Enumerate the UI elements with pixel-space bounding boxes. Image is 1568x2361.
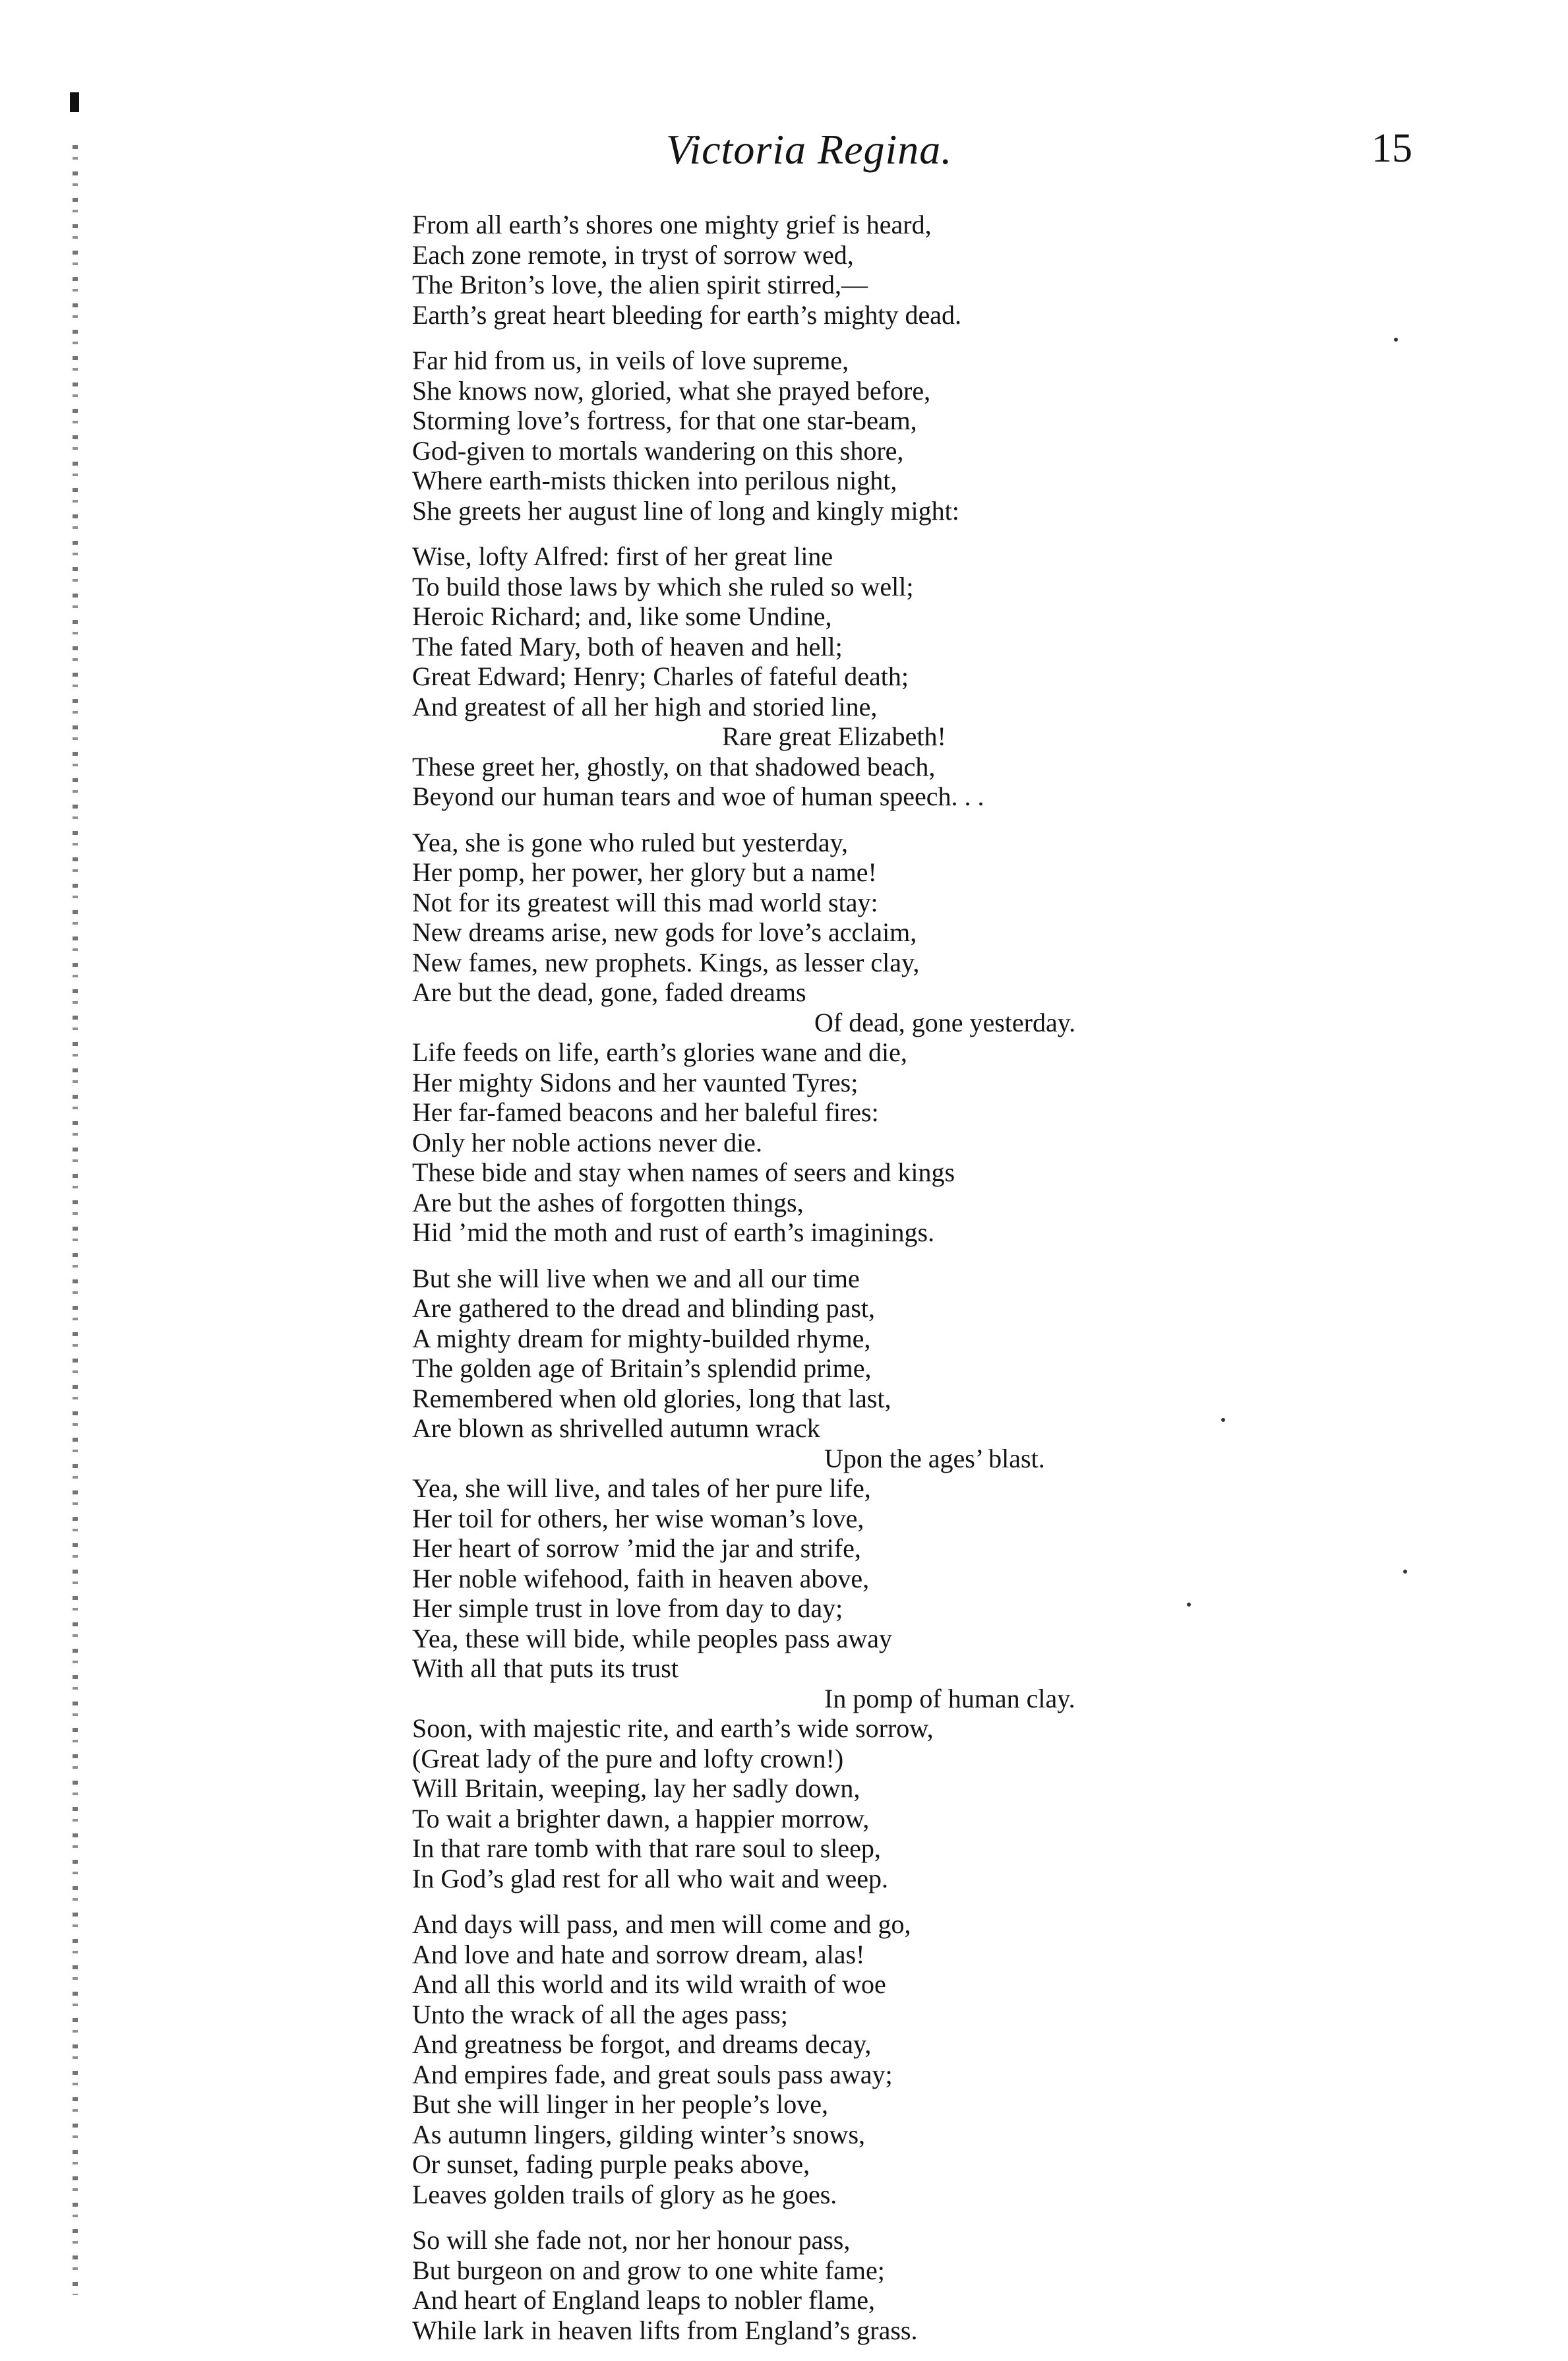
poem-line: In God’s glad rest for all who wait and weep. bbox=[412, 1863, 889, 1893]
poem-line: The Briton’s love, the alien spirit stirred,— bbox=[412, 270, 868, 299]
poem-line: Of dead, gone yesterday. bbox=[814, 1007, 1076, 1037]
poem-line: But she will linger in her people’s love, bbox=[412, 2089, 828, 2119]
poem-line: Her simple trust in love from day to day; bbox=[412, 1593, 843, 1623]
binding-edge-noise bbox=[73, 145, 78, 2295]
print-speck bbox=[1187, 1603, 1191, 1607]
poem-line: A mighty dream for mighty-builded rhyme, bbox=[412, 1323, 871, 1353]
poem-line: These greet her, ghostly, on that shadowed beach, bbox=[412, 751, 936, 782]
poem-line: Yea, she will live, and tales of her pure life, bbox=[412, 1473, 871, 1503]
poem-line: And greatness be forgot, and dreams decay, bbox=[412, 2029, 872, 2059]
poem-line: Wise, lofty Alfred: first of her great line bbox=[412, 541, 833, 571]
poem-line: Yea, these will bide, while peoples pass away bbox=[412, 1623, 893, 1653]
poem-line: And all this world and its wild wraith of woe bbox=[412, 1969, 886, 1999]
poem-line: (Great lady of the pure and lofty crown!) bbox=[412, 1743, 844, 1773]
binding-gutter-shadow bbox=[58, 40, 98, 2282]
stanza bbox=[412, 346, 1256, 526]
poem-line: Will Britain, weeping, lay her sadly down, bbox=[412, 1773, 860, 1803]
poem-line: Far hid from us, in veils of love supreme, bbox=[412, 346, 849, 375]
poem-line: Her mighty Sidons and her vaunted Tyres; bbox=[412, 1067, 859, 1097]
poem-line: Soon, with majestic rite, and earth’s wide sorrow, bbox=[412, 1713, 934, 1743]
print-speck bbox=[1403, 1570, 1407, 1574]
poem-line: Only her noble actions never die. bbox=[412, 1127, 762, 1157]
poem-body bbox=[412, 210, 1256, 2361]
poem-line: Her pomp, her power, her glory but a name! bbox=[412, 857, 877, 887]
poem-line: The fated Mary, both of heaven and hell; bbox=[412, 631, 843, 661]
poem-line: While lark in heaven lifts from England’s grass. bbox=[412, 2315, 918, 2345]
poem-line: She greets her august line of long and kingly might: bbox=[412, 495, 959, 526]
poem-line: But burgeon on and grow to one white fame; bbox=[412, 2255, 885, 2285]
poem-line: As autumn lingers, gilding winter’s snows, bbox=[412, 2119, 866, 2149]
poem-line: These bide and stay when names of seers and kings bbox=[412, 1157, 955, 1187]
poem-line: Her toil for others, her wise woman’s love, bbox=[412, 1503, 864, 1533]
poem-line: Are but the dead, gone, faded dreams bbox=[412, 977, 806, 1007]
stanza bbox=[412, 541, 1256, 812]
stanza bbox=[412, 828, 1256, 1248]
poem-line: Her far-famed beacons and her baleful fires: bbox=[412, 1097, 879, 1127]
stanza bbox=[412, 2225, 1256, 2345]
poem-line: And heart of England leaps to nobler flame, bbox=[412, 2285, 875, 2315]
running-title: Victoria Regina. bbox=[666, 126, 953, 173]
poem-line: Yea, she is gone who ruled but yesterday, bbox=[412, 827, 848, 857]
poem-line: So will she fade not, nor her honour pass, bbox=[412, 2225, 851, 2255]
poem-line: Her noble wifehood, faith in heaven above, bbox=[412, 1563, 870, 1593]
poem-line: Unto the wrack of all the ages pass; bbox=[412, 1999, 788, 2029]
poem-line: Hid ’mid the moth and rust of earth’s imaginings. bbox=[412, 1217, 935, 1247]
poem-line: She knows now, gloried, what she prayed before, bbox=[412, 375, 931, 406]
poem-line: And days will pass, and men will come and go, bbox=[412, 1909, 911, 1939]
poem-line: Great Edward; Henry; Charles of fateful death; bbox=[412, 661, 909, 691]
poem-line: Upon the ages’ blast. bbox=[824, 1443, 1045, 1473]
poem-line: Leaves golden trails of glory as he goes. bbox=[412, 2179, 837, 2209]
poem-line: Not for its greatest will this mad world stay: bbox=[412, 887, 878, 917]
poem-line: Where earth-mists thicken into perilous night, bbox=[412, 466, 897, 495]
poem-line: Beyond our human tears and woe of human speech. . . bbox=[412, 782, 984, 811]
poem-line: New dreams arise, new gods for love’s acclaim, bbox=[412, 917, 917, 947]
poem-line: And greatest of all her high and storied line, bbox=[412, 691, 878, 721]
poem-line: Storming love’s fortress, for that one star-beam, bbox=[412, 406, 917, 435]
poem-line: Or sunset, fading purple peaks above, bbox=[412, 2149, 810, 2179]
stanza bbox=[412, 1909, 1256, 2209]
poem-line: Remembered when old glories, long that last, bbox=[412, 1383, 891, 1413]
poem-line: In pomp of human clay. bbox=[824, 1683, 1075, 1713]
poem-line: New fames, new prophets. Kings, as lesser clay, bbox=[412, 947, 920, 977]
print-speck bbox=[1221, 1418, 1225, 1422]
running-head bbox=[0, 119, 1568, 191]
poem-line: God-given to mortals wandering on this shore, bbox=[412, 435, 904, 466]
poem-line: From all earth’s shores one mighty grief is heard, bbox=[412, 210, 932, 239]
binding-mark bbox=[70, 92, 79, 112]
poem-line: Rare great Elizabeth! bbox=[722, 721, 946, 751]
poem-line: Are gathered to the dread and blinding past, bbox=[412, 1293, 875, 1323]
poem-line: Life feeds on life, earth’s glories wane and die, bbox=[412, 1037, 907, 1067]
poem-line: Earth’s great heart bleeding for earth’s mighty dead. bbox=[412, 299, 962, 330]
poem-line: Each zone remote, in tryst of sorrow wed, bbox=[412, 239, 854, 270]
poem-line: Are blown as shrivelled autumn wrack bbox=[412, 1413, 820, 1443]
poem-line: Are but the ashes of forgotten things, bbox=[412, 1187, 804, 1217]
poem-line: The golden age of Britain’s splendid prime, bbox=[412, 1353, 872, 1383]
poem-line: And love and hate and sorrow dream, alas! bbox=[412, 1939, 865, 1969]
stanza bbox=[412, 1264, 1256, 1894]
print-speck bbox=[1394, 338, 1398, 342]
poem-line: To build those laws by which she ruled so well; bbox=[412, 571, 914, 601]
page-number: 15 bbox=[1372, 126, 1412, 171]
poem-line: But she will live when we and all our time bbox=[412, 1263, 860, 1293]
poem-line: Her heart of sorrow ’mid the jar and strife, bbox=[412, 1533, 861, 1563]
poem-line: With all that puts its trust bbox=[412, 1653, 678, 1683]
poem-line: In that rare tomb with that rare soul to sleep, bbox=[412, 1833, 881, 1863]
poem-line: Heroic Richard; and, like some Undine, bbox=[412, 601, 832, 631]
stanza bbox=[412, 210, 1256, 330]
poem-line: And empires fade, and great souls pass away; bbox=[412, 2059, 893, 2089]
poem-line: To wait a brighter dawn, a happier morrow, bbox=[412, 1803, 870, 1833]
